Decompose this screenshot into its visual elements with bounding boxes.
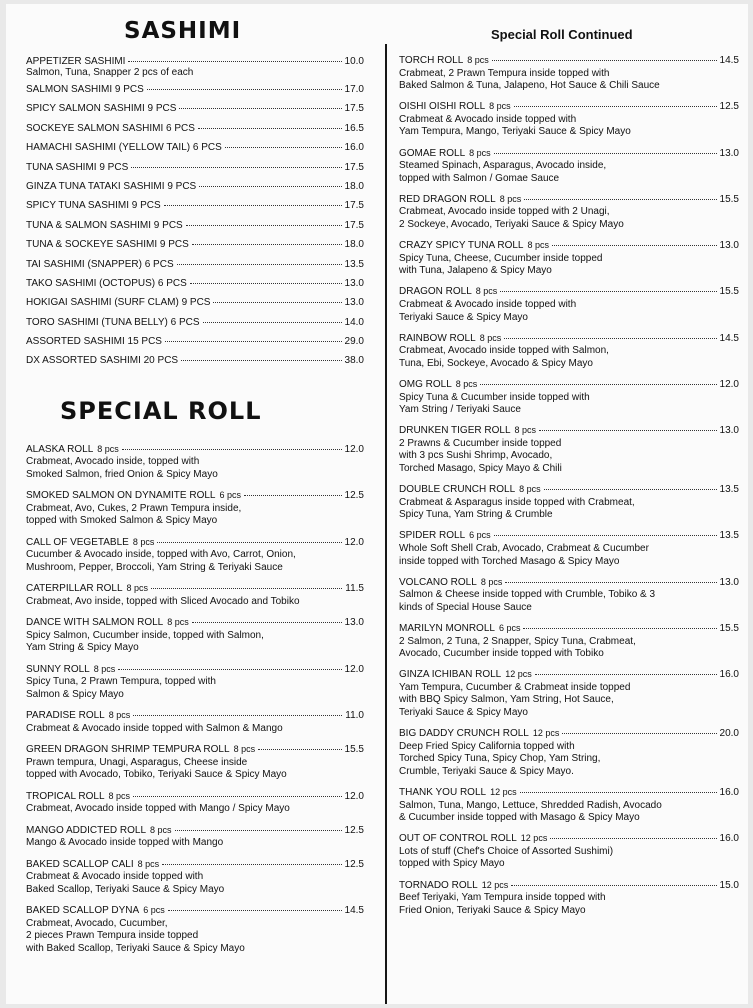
item-name: SPIDER ROLL [399,530,466,542]
item-pieces: 8 pcs [479,332,502,343]
dot-leader [500,291,716,292]
item-name: OMG ROLL [399,378,452,390]
sashimi-item [26,336,364,355]
dot-leader [186,225,342,226]
item-price: 13.5 [344,258,364,270]
item-name: SOCKEYE SALMON SASHIMI 6 PCS [26,122,195,134]
dot-leader [151,588,342,589]
roll-header [399,193,739,207]
dot-leader [514,106,717,107]
item-name: TUNA & SALMON SASHIMI 9 PCS [26,219,183,231]
item-name: RAINBOW ROLL [399,332,476,344]
item-pieces: 12 pcs [532,728,560,739]
dot-leader [511,885,716,886]
dot-leader [162,864,341,865]
appetizer-sashimi [26,56,364,78]
sashimi-item [26,103,364,122]
item-pieces: 8 pcs [519,484,541,495]
roll-header [26,743,364,757]
roll-header [26,663,364,677]
roll-item [399,786,739,825]
item-name: PARADISE ROLL [26,710,105,722]
item-description: Whole Soft Shell Crab, Avocado, Crabmeat & Cucumber inside topped with Torched Masago & Spicy Mayo [399,543,649,567]
item-pieces: 6 pcs [469,530,491,541]
roll-header [399,727,739,741]
dot-leader [192,244,342,245]
roll-item [26,824,364,850]
item-name: GOMAE ROLL [399,147,466,159]
roll-item [399,727,739,778]
dot-leader [504,338,716,339]
dot-leader [199,186,341,187]
item-price: 13.0 [719,425,739,437]
item-name: DRUNKEN TIGER ROLL [399,425,511,437]
dot-leader [131,167,341,168]
item-pieces: 8 pcs [167,617,189,628]
sashimi-item [26,200,364,219]
roll-header [26,489,364,503]
dot-leader [190,283,342,284]
item-price: 12.5 [719,101,739,113]
dot-leader [535,674,717,675]
roll-item [26,709,364,735]
item-name: TORNADO ROLL [399,879,478,891]
item-description: Crabmeat & Asparagus inside topped with Crabmeat, Spicy Tuna, Yam String & Crumble [399,496,635,521]
item-name: BIG DADDY CRUNCH ROLL [399,728,529,740]
roll-item [399,193,739,232]
sashimi-item [26,278,364,297]
dot-leader [133,715,342,716]
item-pieces: 8 pcs [455,378,478,389]
dot-leader [544,489,717,490]
item-pieces: 8 pcs [489,101,511,112]
item-price: 17.5 [344,200,364,212]
roll-item [399,147,739,186]
item-description: Crabmeat, Avo, Cukes, 2 Prawn Tempura inside, topped with Smoked Salmon & Spicy Mayo [26,502,242,527]
roll-item [26,743,364,782]
special-roll-title: SPECIAL ROLL [60,396,262,425]
roll-header [399,529,739,543]
item-description: Crabmeat & Avocado inside topped with Yam Tempura, Mango, Teriyaki Sauce & Spicy Mayo [399,113,631,138]
item-name: SMOKED SALMON ON DYNAMITE ROLL [26,490,216,502]
item-description: Salmon, Tuna, Snapper 2 pcs of each [26,67,194,78]
item-price: 16.5 [344,122,364,134]
item-price: 14.5 [719,332,739,344]
item-price: 17.0 [344,84,364,95]
item-price: 16.0 [719,669,739,681]
roll-header [399,576,739,590]
dot-leader [165,341,342,342]
dot-leader [157,542,341,543]
roll-header [26,858,364,872]
roll-header [26,536,364,550]
item-description: Yam Tempura, Cucumber & Crabmeat inside topped with BBQ Spicy Salmon, Yam String, Hot Sauce, Teriyaki Sauce & Spicy Mayo [399,681,631,719]
roll-header [26,582,364,596]
item-price: 15.5 [719,622,739,634]
roll-header [26,709,364,723]
item-name: TUNA SASHIMI 9 PCS [26,161,129,173]
sashimi-item [26,142,364,161]
item-pieces: 8 pcs [108,710,131,721]
roll-item [399,424,739,475]
roll-header [399,378,739,392]
sashimi-item [26,181,364,200]
item-name: TORCH ROLL [399,55,464,66]
dot-leader [177,264,342,265]
dot-leader [539,430,717,431]
item-price: 17.5 [344,219,364,231]
item-price: 12.5 [344,858,364,870]
item-price: 38.0 [344,355,364,367]
roll-item [399,285,739,324]
item-description: Salmon, Tuna, Mango, Lettuce, Shredded Radish, Avocado & Cucumber inside topped with Masago & Spicy Mayo [399,799,662,824]
sashimi-item [26,220,364,239]
item-name: RED DRAGON ROLL [399,193,496,205]
dot-leader [520,792,717,793]
item-price: 10.0 [344,56,364,67]
roll-item [399,576,739,615]
dot-leader [118,669,341,670]
item-name: CALL OF VEGETABLE [26,536,129,548]
item-description: Deep Fried Spicy California topped with Torched Spicy Tuna, Spicy Chop, Yam String, Crumble, Teriyaki Sauce & Spicy Mayo. [399,740,601,777]
item-description: Prawn tempura, Unagi, Asparagus, Cheese inside topped with Avocado, Tobiko, Teriyaki Sauce & Spicy Mayo [26,756,287,781]
dot-leader [181,360,341,361]
item-price: 16.0 [719,787,739,798]
sashimi-item [26,259,364,278]
sashimi-item [26,239,364,258]
roll-header [399,239,739,253]
menu-page [6,4,748,1004]
item-name: DOUBLE CRUNCH ROLL [399,484,516,496]
item-name: CRAZY SPICY TUNA ROLL [399,240,524,252]
item-price: 11.5 [345,583,364,595]
dot-leader [179,108,341,109]
item-pieces: 8 pcs [499,193,522,204]
dot-leader [168,910,342,911]
item-description: Crabmeat, Avocado inside, topped with Smoked Salmon, fried Onion & Spicy Mayo [26,456,218,480]
item-price: 13.0 [719,576,739,588]
item-description: Spicy Salmon, Cucumber inside, topped with Salmon, Yam String & Spicy Mayo [26,629,264,654]
item-price: 15.5 [719,193,739,205]
roll-item [26,790,364,816]
dot-leader [494,535,717,536]
item-price: 13.0 [719,240,739,252]
item-pieces: 8 pcs [93,663,116,674]
item-description: Crabmeat, 2 Prawn Tempura inside topped with Baked Salmon & Tuna, Jalapeno, Hot Sauce & Chili Sauce [399,67,660,92]
dot-leader [562,733,716,734]
item-pieces: 6 pcs [143,905,165,916]
item-price: 13.5 [719,484,739,496]
dot-leader [492,60,717,61]
roll-item [399,100,739,139]
roll-header [26,904,364,918]
item-description: Salmon & Cheese inside topped with Crumble, Tobiko & 3 kinds of Special House Sauce [399,589,656,613]
item-name: ALASKA ROLL [26,443,94,455]
item-pieces: 8 pcs [97,443,119,454]
item-name: APPETIZER SASHIMI [26,56,126,67]
item-name: OISHI OISHI ROLL [399,101,486,113]
item-price: 15.0 [719,879,739,891]
sashimi-item [26,84,364,103]
roll-item [399,239,739,278]
roll-header [26,616,364,630]
item-pieces: 12 pcs [481,879,509,890]
roll-item [399,832,739,871]
item-name: BAKED SCALLOP CALI [26,858,134,870]
roll-header [399,100,739,114]
dot-leader [133,796,341,797]
item-description: Spicy Tuna, 2 Prawn Tempura, topped with Salmon & Spicy Mayo [26,676,216,700]
item-price: 16.0 [719,833,739,845]
dot-leader [225,147,342,148]
roll-item [399,622,739,661]
item-price: 14.5 [719,55,739,66]
dot-leader [244,495,342,496]
dot-leader [494,153,717,154]
item-name: SPICY SALMON SASHIMI 9 PCS [26,103,177,115]
roll-item [26,663,364,702]
item-price: 12.0 [719,378,739,390]
roll-item [399,529,739,568]
item-pieces: 8 pcs [150,824,172,835]
roll-item [399,668,739,719]
item-name: TROPICAL ROLL [26,790,105,802]
dot-leader [198,128,342,129]
item-name: TAKO SASHIMI (OCTOPUS) 6 PCS [26,277,187,289]
item-name: CATERPILLAR ROLL [26,583,123,595]
dot-leader [480,384,716,385]
item-description: Crabmeat & Avocado inside topped with Baked Scallop, Teriyaki Sauce & Spicy Mayo [26,871,225,895]
dot-leader [164,205,342,206]
item-pieces: 8 pcs [527,240,550,251]
dot-leader [175,830,342,831]
roll-header [399,622,739,636]
item-price: 15.5 [719,286,739,298]
roll-item [399,879,739,918]
dot-leader [128,61,341,62]
dot-leader [213,302,341,303]
roll-header [26,790,364,804]
roll-header [399,147,739,161]
item-name: GINZA ICHIBAN ROLL [399,669,502,681]
item-price: 12.0 [344,536,364,548]
item-name: HAMACHI SASHIMI (YELLOW TAIL) 6 PCS [26,142,222,154]
item-description: Crabmeat, Avo inside, topped with Sliced Avocado and Tobiko [26,595,300,607]
roll-header [399,424,739,438]
item-price: 13.0 [344,617,364,629]
item-pieces: 8 pcs [126,583,149,594]
roll-header [399,832,739,846]
right-column [399,24,739,925]
item-pieces: 6 pcs [498,622,521,633]
item-description: Beef Teriyaki, Yam Tempura inside topped with Fried Onion, Teriyaki Sauce & Spicy Mayo [399,892,606,916]
item-price: 14.0 [344,316,364,328]
item-name: TUNA & SOCKEYE SASHIMI 9 PCS [26,239,189,251]
item-pieces: 8 pcs [480,576,503,587]
item-price: 12.0 [344,663,364,675]
item-price: 13.0 [344,297,364,309]
item-description: Crabmeat, Avocado, Cucumber, 2 pieces Prawn Tempura inside topped with Baked Scallop, Teriyaki Sauce & Spicy Mayo [26,917,245,954]
roll-item [26,489,364,528]
dot-leader [147,89,342,90]
item-price: 11.0 [345,710,364,722]
dot-leader [192,622,342,623]
roll-header [399,285,739,299]
item-name: ASSORTED SASHIMI 15 PCS [26,336,162,348]
roll-item [399,54,739,93]
item-price: 12.5 [344,490,364,502]
dot-leader [523,628,716,629]
item-name: SPICY TUNA SASHIMI 9 PCS [26,200,161,212]
item-name: TAI SASHIMI (SNAPPER) 6 PCS [26,258,174,270]
item-description: Crabmeat, Avocado inside topped with Salmon, Tuna, Ebi, Sockeye, Avocado & Spicy Mayo [399,345,609,369]
roll-header [399,483,739,497]
roll-item [399,483,739,522]
item-price: 16.0 [344,142,364,154]
dot-leader [550,838,716,839]
roll-header [399,668,739,682]
sashimi-item [26,297,364,316]
item-description: Crabmeat, Avocado inside topped with Mango / Spicy Mayo [26,803,290,815]
item-description: Lots of stuff (Chef's Choice of Assorted Sushimi) topped with Spicy Mayo [399,845,614,870]
item-name: DX ASSORTED SASHIMI 20 PCS [26,355,179,367]
sashimi-item [26,317,364,336]
item-description: Steamed Spinach, Asparagus, Avocado inside, topped with Salmon / Gomae Sauce [399,160,607,184]
item-price: 17.5 [344,103,364,115]
item-description: 2 Salmon, 2 Tuna, 2 Snapper, Spicy Tuna, Crabmeat, Avocado, Cucumber inside topped with Tobiko [399,635,636,660]
roll-item [26,582,364,608]
item-pieces: 6 pcs [219,490,241,501]
dot-leader [524,199,716,200]
roll-header [399,879,739,893]
item-price: 29.0 [344,336,364,348]
item-name: GREEN DRAGON SHRIMP TEMPURA ROLL [26,744,230,756]
item-name: SUNNY ROLL [26,663,90,675]
sashimi-item [26,355,364,374]
item-pieces: 8 pcs [137,858,160,869]
left-column [26,18,364,963]
roll-item [26,904,364,955]
roll-header [399,786,739,800]
item-name: TORO SASHIMI (TUNA BELLY) 6 PCS [26,316,200,328]
dot-leader [552,245,717,246]
item-description: 2 Prawns & Cucumber inside topped with 3 pcs Sushi Shrimp, Avocado, Torched Masago, Spicy Mayo & Chili [399,437,562,475]
dot-leader [203,322,342,323]
sashimi-title: SASHIMI [124,18,242,44]
item-pieces: 8 pcs [475,286,498,297]
item-price: 18.0 [344,180,364,192]
item-description: Spicy Tuna & Cucumber inside topped with Yam String / Teriyaki Sauce [399,391,590,416]
item-pieces: 8 pcs [469,147,491,158]
sashimi-list [26,84,364,375]
item-description: Mango & Avocado inside topped with Mango [26,837,224,849]
item-pieces: 12 pcs [520,833,548,844]
roll-header [26,443,364,457]
item-name: HOKIGAI SASHIMI (SURF CLAM) 9 PCS [26,297,211,309]
roll-item [26,616,364,655]
continued-roll-list [399,54,739,917]
item-name: MANGO ADDICTED ROLL [26,824,147,836]
item-name: DRAGON ROLL [399,286,472,298]
item-price: 13.0 [344,277,364,289]
item-name: THANK YOU ROLL [399,787,487,798]
dot-leader [258,749,341,750]
item-name: SALMON SASHIMI 9 PCS [26,84,144,95]
item-name: BAKED SCALLOP DYNA [26,905,140,917]
item-price: 15.5 [344,744,364,756]
item-name: MARILYN MONROLL [399,622,495,634]
item-price: 13.0 [719,147,739,159]
continued-title: Special Roll Continued [491,27,633,42]
roll-item [26,858,364,897]
item-pieces: 8 pcs [467,55,489,65]
special-roll-list [26,443,364,956]
item-price: 13.5 [719,530,739,542]
roll-item [399,378,739,417]
item-price: 12.0 [344,443,364,455]
item-pieces: 8 pcs [514,425,537,436]
item-price: 18.0 [344,239,364,251]
item-description: Crabmeat & Avocado inside topped with Teriyaki Sauce & Spicy Mayo [399,299,577,323]
item-pieces: 12 pcs [505,669,532,680]
column-divider [385,44,387,1004]
item-name: VOLCANO ROLL [399,576,477,588]
item-description: Crabmeat, Avocado inside topped with 2 Unagi, 2 Sockeye, Avocado, Teriyaki Sauce & Spicy Mayo [399,206,624,231]
item-description: Spicy Tuna, Cheese, Cucumber inside topped with Tuna, Jalapeno & Spicy Mayo [399,252,603,277]
item-pieces: 8 pcs [108,790,131,801]
roll-item [26,443,364,482]
item-price: 12.5 [344,824,364,836]
roll-header [399,332,739,346]
item-pieces: 12 pcs [490,787,517,797]
item-name: DANCE WITH SALMON ROLL [26,617,164,629]
roll-item [26,536,364,575]
item-name: GINZA TUNA TATAKI SASHIMI 9 PCS [26,180,197,192]
roll-header [26,824,364,838]
item-price: 17.5 [344,161,364,173]
item-price: 12.0 [344,790,364,802]
roll-item [399,332,739,371]
item-name: OUT OF CONTROL ROLL [399,833,517,845]
item-pieces: 8 pcs [233,744,256,755]
item-description: Cucumber & Avocado inside, topped with Avo, Carrot, Onion, Mushroom, Pepper, Broccoli, Yam String & Teriyaki Sauce [26,549,296,573]
item-description: Crabmeat & Avocado inside topped with Salmon & Mango [26,722,283,734]
item-pieces: 8 pcs [132,536,155,547]
sashimi-item [26,162,364,181]
item-price: 14.5 [344,905,364,917]
dot-leader [505,582,716,583]
roll-header [399,54,739,68]
item-price: 20.0 [719,728,739,740]
sashimi-item [26,123,364,142]
dot-leader [122,449,342,450]
